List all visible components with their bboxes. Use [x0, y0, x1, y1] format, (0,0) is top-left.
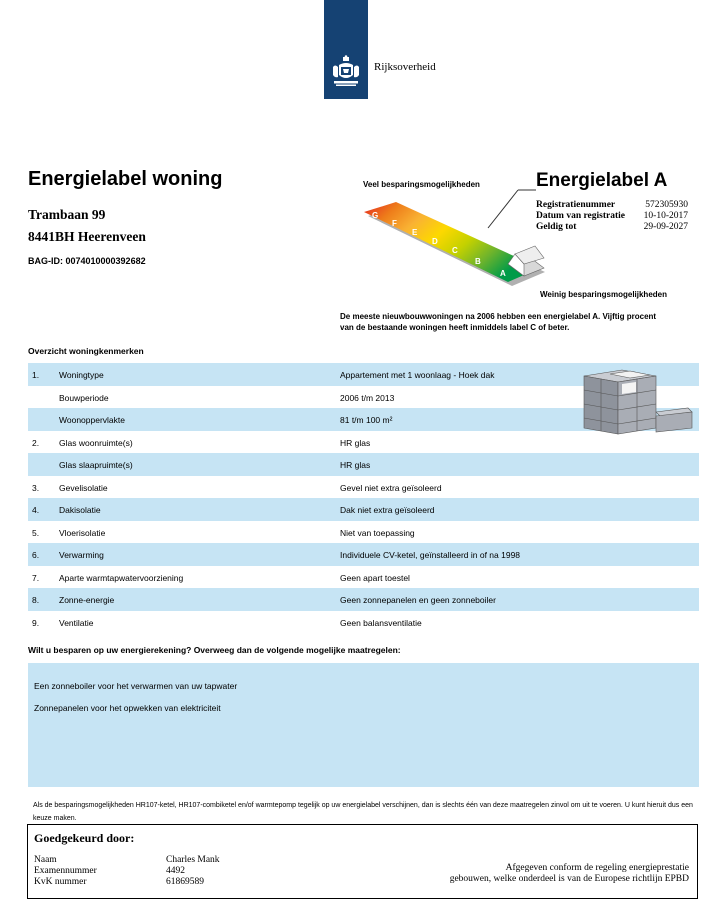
valid-until-key: Geldig tot [536, 222, 577, 232]
row-label: Zonne-energie [59, 595, 115, 605]
table-row [28, 611, 699, 634]
address-street: Trambaan 99 [28, 207, 106, 222]
row-value: Geen apart toestel [340, 572, 410, 583]
row-value: Individuele CV-ketel, geïnstalleerd in of na 1998 [340, 550, 521, 560]
measures-footnote: Als de besparingsmogelijkheden HR107-ketel, HR107-combiketel en/of warmtepomp tegelijk op uw energielabel verschijnen, dan is slechts één van deze maatregelen zinvol om uit te voeren. U kunt hieruit dus een keuze maken. [33, 802, 693, 822]
row-number: 1. [32, 370, 40, 380]
registration-number-key: Registratienummer [536, 200, 616, 210]
approver-name-value: Charles Mank [166, 855, 220, 865]
table-row [28, 588, 699, 611]
row-value: Geen balansventilatie [340, 617, 422, 628]
energy-label-heading: Energielabel A [536, 170, 668, 191]
bag-id: BAG-ID: 0074010000392682 [28, 256, 146, 266]
row-number: 3. [32, 482, 40, 493]
row-label: Glas slaapruimte(s) [59, 460, 133, 470]
table-row [28, 498, 699, 521]
measure-item: Een zonneboiler voor het verwarmen van uw tapwater [34, 681, 238, 691]
measure-item: Zonnepanelen voor het opwekken van elektriciteit [34, 703, 221, 713]
kvk-number-key: KvK nummer [34, 877, 87, 887]
registration-details [536, 200, 688, 233]
page-title: Energielabel woning [28, 168, 223, 190]
table-row [28, 453, 699, 476]
row-number: 2. [32, 437, 40, 448]
coat-of-arms-icon [330, 55, 362, 89]
class-letter-b: B [475, 257, 481, 266]
table-row [28, 543, 699, 566]
registration-number-row [536, 200, 688, 211]
row-label: Ventilatie [59, 617, 94, 628]
registration-date-row [536, 211, 688, 222]
row-label: Bouwperiode [59, 392, 109, 403]
row-number: 9. [32, 617, 40, 628]
pointer-line [488, 190, 518, 228]
class-letter-a: A [500, 269, 506, 278]
row-value: 2006 t/m 2013 [340, 392, 395, 403]
conformity-line2: gebouwen, welke onderdeel is van de Europese richtlijn EPBD [449, 874, 689, 884]
label-notice-line1: De meeste nieuwbouwwoningen na 2006 hebben een energielabel A. Vijftig procent [340, 312, 657, 321]
row-number: 7. [32, 572, 40, 583]
row-value: Appartement met 1 woonlaag - Hoek dak [340, 370, 495, 380]
approver-name-key: Naam [34, 855, 57, 865]
exam-number-value: 4492 [166, 866, 185, 876]
row-label: Glas woonruimte(s) [59, 437, 133, 448]
conformity-statement [389, 863, 689, 885]
exam-number-key: Examennummer [34, 866, 97, 876]
registration-date-key: Datum van registratie [536, 211, 626, 221]
class-letter-g: G [372, 211, 379, 220]
row-value: 81 t/m 100 m² [340, 415, 393, 425]
scale-ribbon [364, 202, 540, 282]
row-label: Dakisolatie [59, 505, 101, 515]
class-letter-e: E [412, 228, 418, 237]
valid-until-row [536, 222, 688, 233]
row-value: HR glas [340, 460, 371, 470]
row-value: Geen zonnepanelen en geen zonneboiler [340, 595, 496, 605]
row-number: 5. [32, 527, 40, 538]
table-row [28, 566, 699, 589]
low-savings-label: Weinig besparingsmogelijkheden [540, 290, 667, 299]
label-notice [340, 311, 680, 333]
row-number: 8. [32, 595, 40, 605]
conformity-line1: Afgegeven conform de regeling energieprestatie [505, 863, 689, 873]
row-label: Verwarming [59, 550, 104, 560]
org-name: Rijksoverheid [374, 61, 436, 73]
characteristics-title: Overzicht woningkenmerken [28, 346, 144, 356]
row-value: Gevel niet extra geïsoleerd [340, 482, 442, 493]
measures-question: Wilt u besparen op uw energierekening? Overweeg dan de volgende mogelijke maatregelen: [28, 645, 401, 655]
address-postcode-city: 8441BH Heerenveen [28, 229, 146, 244]
row-label: Gevelisolatie [59, 482, 108, 493]
measures-box [28, 663, 699, 787]
row-number: 4. [32, 505, 40, 515]
valid-until-value: 29-09-2027 [643, 222, 688, 232]
row-value: Dak niet extra geïsoleerd [340, 505, 435, 515]
energy-label-scale [360, 180, 550, 290]
class-letter-c: C [452, 246, 458, 255]
approval-title: Goedgekeurd door: [34, 831, 135, 845]
row-label: Aparte warmtapwatervoorziening [59, 572, 184, 583]
high-savings-label: Veel besparingsmogelijkheden [363, 180, 480, 189]
row-label: Vloerisolatie [59, 527, 106, 538]
registration-number-value: 572305930 [645, 200, 688, 210]
row-label: Woningtype [59, 370, 104, 380]
row-number: 6. [32, 550, 40, 560]
apartment-building-icon [580, 368, 696, 436]
kvk-number-value: 61869589 [166, 877, 204, 887]
class-letter-f: F [392, 219, 397, 228]
table-row [28, 476, 699, 499]
row-value: Niet van toepassing [340, 527, 415, 538]
class-letter-d: D [432, 237, 438, 246]
approval-box [27, 824, 698, 899]
row-label: Woonoppervlakte [59, 415, 125, 425]
table-row [28, 521, 699, 544]
row-value: HR glas [340, 437, 371, 448]
label-notice-line2: van de bestaande woningen heeft inmiddels label C of beter. [340, 323, 570, 332]
registration-date-value: 10-10-2017 [643, 211, 688, 221]
